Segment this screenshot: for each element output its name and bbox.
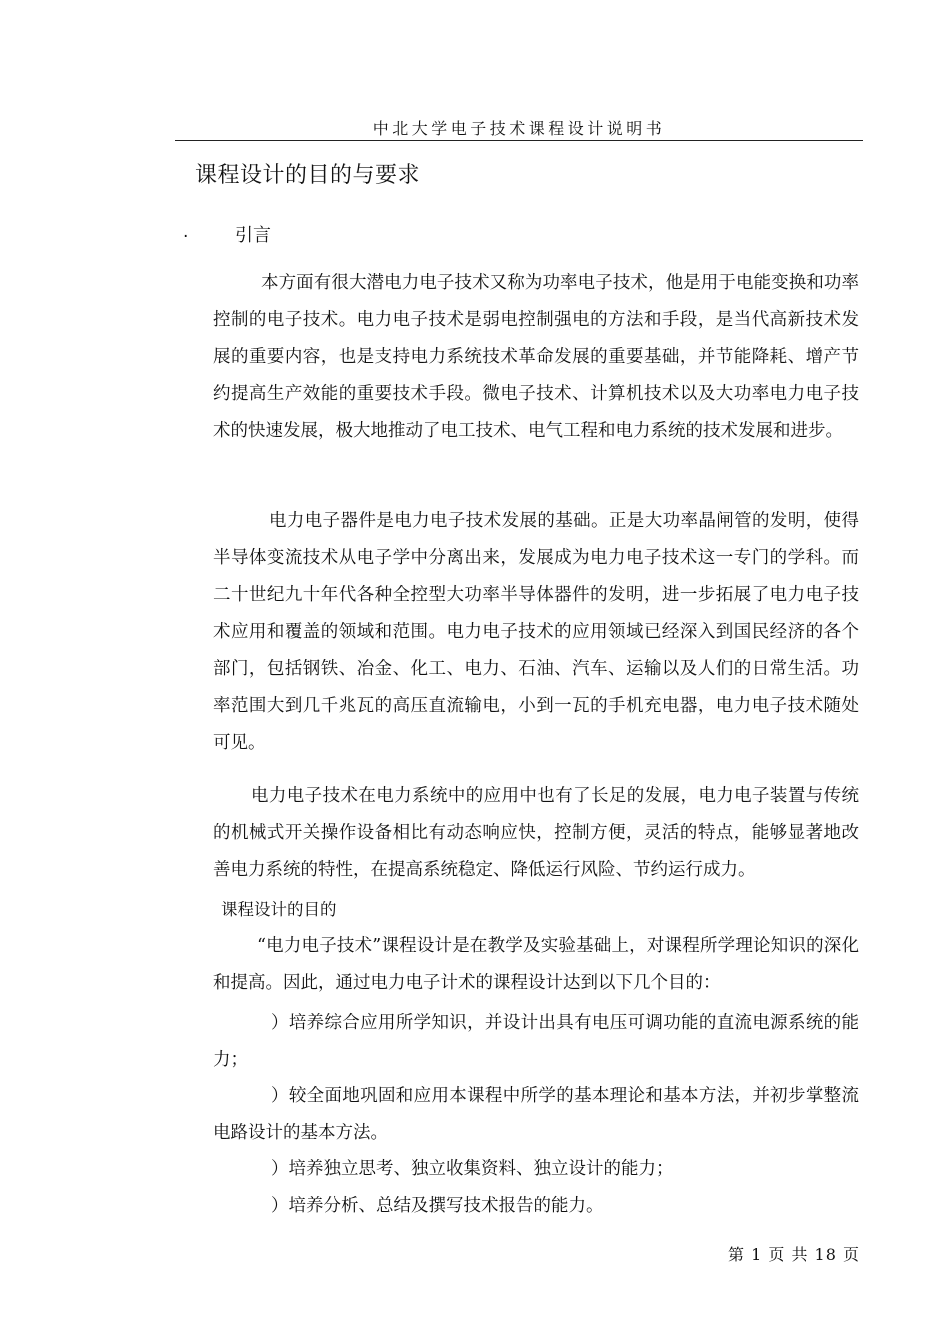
subsection-title: 引言 xyxy=(235,225,271,246)
purpose-item-4: ）培养分析、总结及撰写技术报告的能力。 xyxy=(271,1196,604,1216)
purpose-item-3: ）培养独立思考、独立收集资料、独立设计的能力； xyxy=(271,1159,674,1179)
purpose-intro: “电力电子技术”课程设计是在教学及实验基础上，对课程所学理论知识的深化和提高。因此，通过电力电子计术的课程设计达到以下几个目的： xyxy=(213,936,859,993)
intro-paragraph-2: 电力电子器件是电力电子技术发展的基础。正是大功率晶闸管的发明，使得半导体变流技术从电子学中分离出来，发展成为电力电子技术这一专门的学科。而二十世纪九十年代各种全控型大功率半导体器件的发明，进一步拓展了电力电子技术应用和覆盖的领域和范围。电力电子技术的应用领域已经深入到国民经济的各个部门，包括钢铁、冶金、化工、电力、石油、汽车、运输以及人们的日常生活。功率范围大到几千兆瓦的高压直流输电，小到一瓦的手机充电器，电力电子技术随处可见。 xyxy=(213,511,859,753)
subsection-marker: . xyxy=(183,222,189,242)
intro-paragraph-1: 本方面有很大潜电力电子技术又称为功率电子技术，他是用于电能变换和功率控制的电子技术。电力电子技术是弱电控制强电的方法和手段，是当代高新技术发展的重要内容，也是支持电力系统技术革命发展的重要基础，并节能降耗、增产节约提高生产效能的重要技术手段。微电子技术、计算机技术以及大功率电力电子技术的快速发展，极大地推动了电工技术、电气工程和电力系统的技术发展和进步。 xyxy=(213,273,859,441)
section-title: 课程设计的目的与要求 xyxy=(195,163,421,188)
intro-paragraph-3: 电力电子技术在电力系统中的应用中也有了长足的发展，电力电子装置与传统的机械式开关操作设备相比有动态响应快，控制方便，灵活的特点，能够显著地改善电力系统的特性，在提高系统稳定、降低运行风险、节约运行成力。 xyxy=(213,786,859,880)
purpose-item-1: ）培养综合应用所学知识，并设计出具有电压可调功能的直流电源系统的能力； xyxy=(213,1013,859,1070)
purpose-item-2: ）较全面地巩固和应用本课程中所学的基本理论和基本方法，并初步掌整流电路设计的基本方法。 xyxy=(213,1086,859,1143)
running-header: 中北大学电子技术课程设计说明书 xyxy=(372,119,666,138)
page-number: 第 1 页 共 18 页 xyxy=(728,1245,860,1264)
header-rule xyxy=(175,140,863,141)
purpose-title: 课程设计的目的 xyxy=(221,900,337,919)
